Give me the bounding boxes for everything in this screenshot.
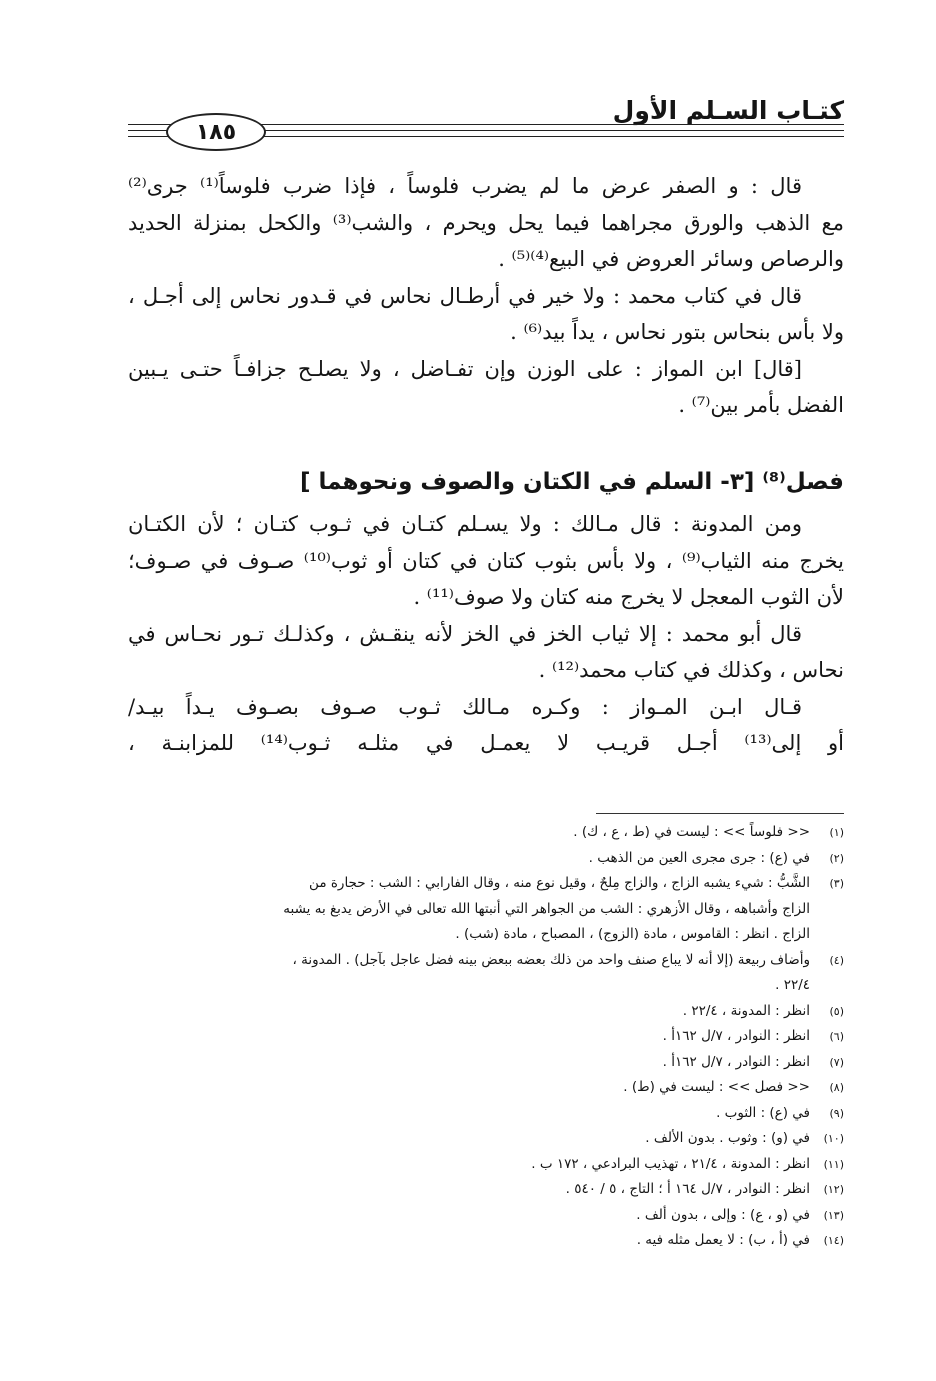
- paragraph: [128, 278, 844, 351]
- footnote-number: (٦): [829, 1030, 844, 1043]
- footnote: [128, 948, 844, 999]
- footnote-number: (٩): [829, 1106, 844, 1120]
- text-line: قال أبو محمد : إلا ثياب الخز في الخز لأنه ينقـش ، وكذلـك تـور نحـاس في: [128, 621, 802, 646]
- paragraph: [128, 689, 844, 762]
- text-line: قال : و الصفر عرض ما لم يضرب فلوساً ، فإذا ضرب فلوساً⁽¹⁾ جرى⁽²⁾: [128, 174, 802, 198]
- text-line: الفضل بأمر بين⁽⁷⁾ .: [678, 393, 844, 417]
- footnote-number: (٨): [829, 1081, 844, 1094]
- footnote: [128, 1152, 844, 1178]
- page-number: ١٨٥: [195, 119, 237, 145]
- footnote-line: انظر : النوادر ، ٧/ل ١٦٢أ .: [662, 1028, 810, 1044]
- footnote-number: (١٠): [823, 1132, 844, 1145]
- text-line: قال في كتاب محمد : ولا خير في أرطـال نحاس في قـدور نحاس إلى أجـل ،: [128, 283, 802, 308]
- footnote-line: الزاج وأشباهه ، وقال الأزهري : الشب من الجواهر التي أنبتها الله تعالى في الأرض يدبغ به يشبه: [283, 900, 810, 917]
- footnote-line: في (ع) : الثوب .: [716, 1104, 810, 1121]
- footnote-line: انظر : النوادر ، ٧/ل ١٦٤ أ ؛ التاج ، ٥ / ٥٤٠ .: [565, 1181, 810, 1197]
- footnote: [128, 1126, 844, 1152]
- footnote: [128, 999, 844, 1025]
- text-line: أو إلى⁽¹³⁾ أجـل قريـب لا يعمـل في مثلـه ثـوب⁽¹⁴⁾ للمزابنـة ،: [128, 731, 844, 755]
- paragraph: [128, 506, 844, 616]
- footnote: [128, 1203, 844, 1229]
- text-line: قـال ابـن المـواز : وكـره مـالك ثـوب صـوف بصـوف يـداً بيـد/: [128, 694, 802, 719]
- paragraph: [128, 616, 844, 689]
- footnote-line: انظر : النوادر ، ٧/ل ١٦٢أ .: [662, 1053, 810, 1070]
- footnote-line: الزاج . انظر : القاموس ، مادة (الزوج) ، المصباح ، مادة (شب) .: [455, 926, 810, 942]
- footnote-line: الشَّبُّ : شيء يشبه الزاج ، والزاج مِلحٌ ، وقيل نوع منه ، وقال الفارابي : الشب : حجارة من: [309, 875, 810, 891]
- footnote: [128, 1177, 844, 1203]
- text-line: نحاس ، وكذلك في كتاب محمد⁽¹²⁾ .: [538, 658, 844, 682]
- page-number-oval: [166, 113, 266, 151]
- paragraph: [128, 168, 844, 278]
- footnote: [128, 1050, 844, 1076]
- footnote-number: (٤): [829, 953, 844, 967]
- footnote-number: (٢): [829, 851, 844, 865]
- footnote-line: انظر : المدونة ، ٢٢/٤ .: [682, 1002, 810, 1019]
- text-line: لأن الثوب المعجل لا يخرج منه كتان ولا صوف⁽¹¹⁾ .: [413, 585, 844, 609]
- section-heading: فصل⁽⁸⁾ [٣- السلم في الكتان والصوف ونحوهما ]: [299, 469, 844, 495]
- footnote-number: (١): [829, 826, 844, 839]
- footnote-line: << فصل >> : ليست في (ط) .: [623, 1079, 810, 1095]
- running-title: كتـاب السـلم الأول: [612, 96, 844, 125]
- footnote-line: في (و) : وثوب . بدون الألف .: [645, 1130, 810, 1146]
- footnote-number: (١١): [823, 1157, 844, 1171]
- footnote-number: (١٢): [823, 1183, 844, 1196]
- footnote: [128, 1075, 844, 1101]
- text-line: ومن المدونة : قال مـالك : ولا يسـلم كتـان في ثـوب كتـان ؛ لأن الكتـان: [128, 512, 802, 536]
- footnote-line: في (أ ، ب) : لا يعمل مثله فيه .: [636, 1232, 810, 1248]
- footnote-line: ٢٢/٤ .: [775, 977, 810, 993]
- footnote: [128, 1024, 844, 1050]
- footnotes: [128, 820, 844, 1254]
- footnote-number: (١٤): [823, 1234, 844, 1247]
- footnote: [128, 846, 844, 872]
- footnote: [128, 871, 844, 948]
- footnote-number: (٧): [829, 1055, 844, 1069]
- text-line: والرصاص وسائر العروض في البيع⁽⁴⁾⁽⁵⁾ .: [498, 247, 844, 271]
- footnote-number: (٣): [829, 877, 844, 890]
- main-text: [128, 168, 844, 424]
- text-line: [قال] ابن المواز : على الوزن وإن تفـاضل ، ولا يصلـح جزافـاً حتـى يـبين: [128, 356, 802, 381]
- text-line: ولا بأس بنحاس بتور نحاس ، يداً بيد⁽⁶⁾ .: [510, 320, 844, 344]
- text-line: يخرج منه الثياب⁽⁹⁾ ، ولا بأس بثوب كتان في كتان أو ثوب⁽¹⁰⁾ صـوف في صـوف؛: [128, 548, 844, 573]
- footnote-number: (١٣): [823, 1208, 844, 1222]
- footnote-line: في (ع) : جرى مجرى العين من الذهب .: [588, 849, 810, 866]
- footnote-line: وأضاف ربيعة (إلا أنه لا يباع صنف واحد من ذلك بعضه ببعض بينه فضل عاجل بآجل) . المدونة ،: [292, 951, 810, 968]
- footnote: [128, 820, 844, 846]
- footnote-line: انظر : المدونة ، ٢١/٤ ، تهذيب البرادعي ، ١٧٢ ب .: [531, 1155, 810, 1172]
- footnote-line: << فلوساً >> : ليست في (ط ، ع ، ك) .: [573, 824, 810, 840]
- footnote-number: (٥): [829, 1004, 844, 1018]
- footnote: [128, 1101, 844, 1127]
- paragraph: [128, 351, 844, 424]
- footnote: [128, 1228, 844, 1254]
- main-text-section: [128, 506, 844, 762]
- footnote-line: في (و ، ع) : وإلى ، بدون ألف .: [636, 1206, 810, 1223]
- footnote-separator: [596, 813, 844, 814]
- text-line: مع الذهب والورق مجراهما فيما يحل ويحرم ، والشب⁽³⁾ والكحل بمنزلة الحديد: [128, 210, 844, 235]
